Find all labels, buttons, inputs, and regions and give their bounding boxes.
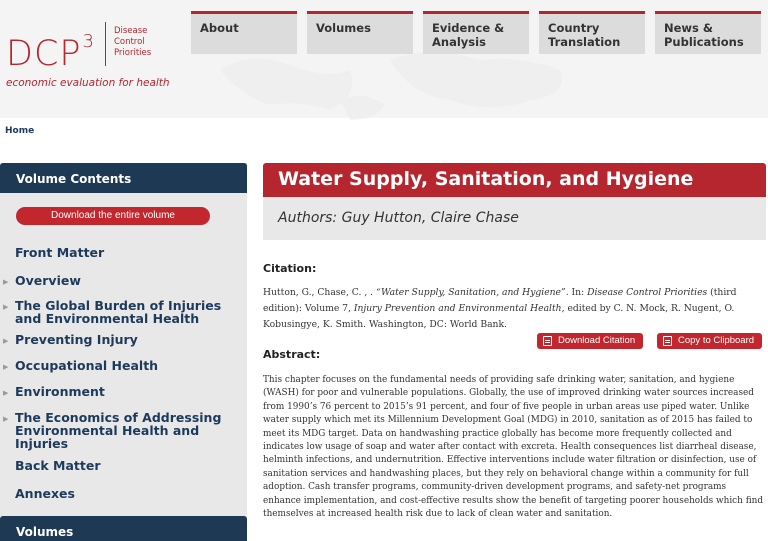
- chapter-authors: Authors: Guy Hutton, Claire Chase: [263, 197, 766, 240]
- sidebar-item-overview[interactable]: ▶ Overview: [3, 273, 81, 288]
- nav-news-publications[interactable]: News & Publications: [655, 11, 761, 54]
- breadcrumb-home[interactable]: Home: [5, 126, 35, 136]
- expand-arrow-icon: ▶: [3, 415, 9, 423]
- abstract-label: Abstract:: [263, 348, 321, 361]
- citation-label: Citation:: [263, 262, 317, 275]
- nav-country-translation[interactable]: Country Translation: [539, 11, 645, 54]
- sidebar-item-front-matter[interactable]: Front Matter: [15, 245, 105, 260]
- tagline: economic evaluation for health: [6, 77, 170, 89]
- expand-arrow-icon: ▶: [3, 363, 9, 371]
- volume-contents-sidebar: [0, 163, 247, 541]
- clipboard-icon: [663, 336, 672, 346]
- sidebar-item-preventing-injury[interactable]: ▶ Preventing Injury: [3, 332, 138, 347]
- nav-evidence-analysis[interactable]: Evidence & Analysis: [423, 11, 529, 54]
- download-volume-button[interactable]: Download the entire volume: [16, 207, 210, 225]
- expand-arrow-icon: ▶: [3, 389, 9, 397]
- citation-text: Hutton, G., Chase, C. , . “Water Supply, Sanitation, and Hygiene”. In: Disease Control Priorities (third edition): Volume 7, Injury Prevention and Environmental Health, edited by C. N. Mock, R. Nugent, O. Kobusingye, K. Smith. Washington, DC: World Bank.: [263, 287, 737, 330]
- volume-contents-heading: Volume Contents: [0, 163, 247, 193]
- volumes-heading: Volumes: [0, 516, 247, 541]
- expand-arrow-icon: ▶: [3, 303, 9, 311]
- copy-clipboard-button[interactable]: Copy to Clipboard: [657, 333, 762, 349]
- main-nav: [191, 11, 761, 54]
- logo-divider: [105, 22, 106, 66]
- chapter-title: Water Supply, Sanitation, and Hygiene: [263, 163, 766, 197]
- logo-subtitle: Disease Control Priorities: [113, 26, 152, 58]
- download-citation-button[interactable]: Download Citation: [537, 333, 643, 349]
- sidebar-item-back-matter[interactable]: Back Matter: [15, 458, 101, 473]
- abstract-text: This chapter focuses on the fundamental needs of providing safe drinking water, sanitation, and hygiene (WASH) for poor and vulnerable populations. Globally, the use of improved drinking water sources increased from 1990’s 76 percent to 2015’s 91 percent, and four of five people in urban areas use piped water. Unlike water supply which met its Millennium Development Goal (MDG) in 2010, sanitation as of 2015 has failed to meet its MDG target. Data on handwashing practice globally has become more frequently collected and indicates low usage of soap and water after contact with excreta. Health consequences list diarrheal disease, helminth infections, and undernutrition. Effective interventions include water filtration or disinfection, use of sanitation services and handwashing places, but they rely on behavioral change within a community for full adoption. Cash transfer programs, community-driven development programs, and safety-net programs enhance implementation, and cost-effective results show the benefit of targeting poorer households which find themselves at increased health risk due to lack of clean water and sanitation.: [263, 375, 764, 520]
- sidebar-item-global-burden[interactable]: ▶ The Global Burden of Injuries and Environmental Health: [3, 298, 222, 326]
- dcp3-logo[interactable]: [6, 22, 151, 74]
- nav-volumes[interactable]: Volumes: [307, 11, 413, 54]
- site-header: [0, 0, 768, 118]
- nav-about[interactable]: About: [191, 11, 297, 54]
- clipboard-icon: [543, 336, 552, 346]
- volume-contents-list: [0, 243, 247, 500]
- logo-mark: DCP$^3$: [6, 31, 95, 74]
- sidebar-item-occupational-health[interactable]: ▶ Occupational Health: [3, 358, 159, 373]
- sidebar-item-annexes[interactable]: Annexes: [15, 486, 75, 501]
- sidebar-item-economics[interactable]: ▶ The Economics of Addressing Environmental Health and Injuries: [3, 410, 222, 451]
- expand-arrow-icon: ▶: [3, 278, 9, 286]
- sidebar-item-environment[interactable]: ▶ Environment: [3, 384, 105, 399]
- expand-arrow-icon: ▶: [3, 337, 9, 345]
